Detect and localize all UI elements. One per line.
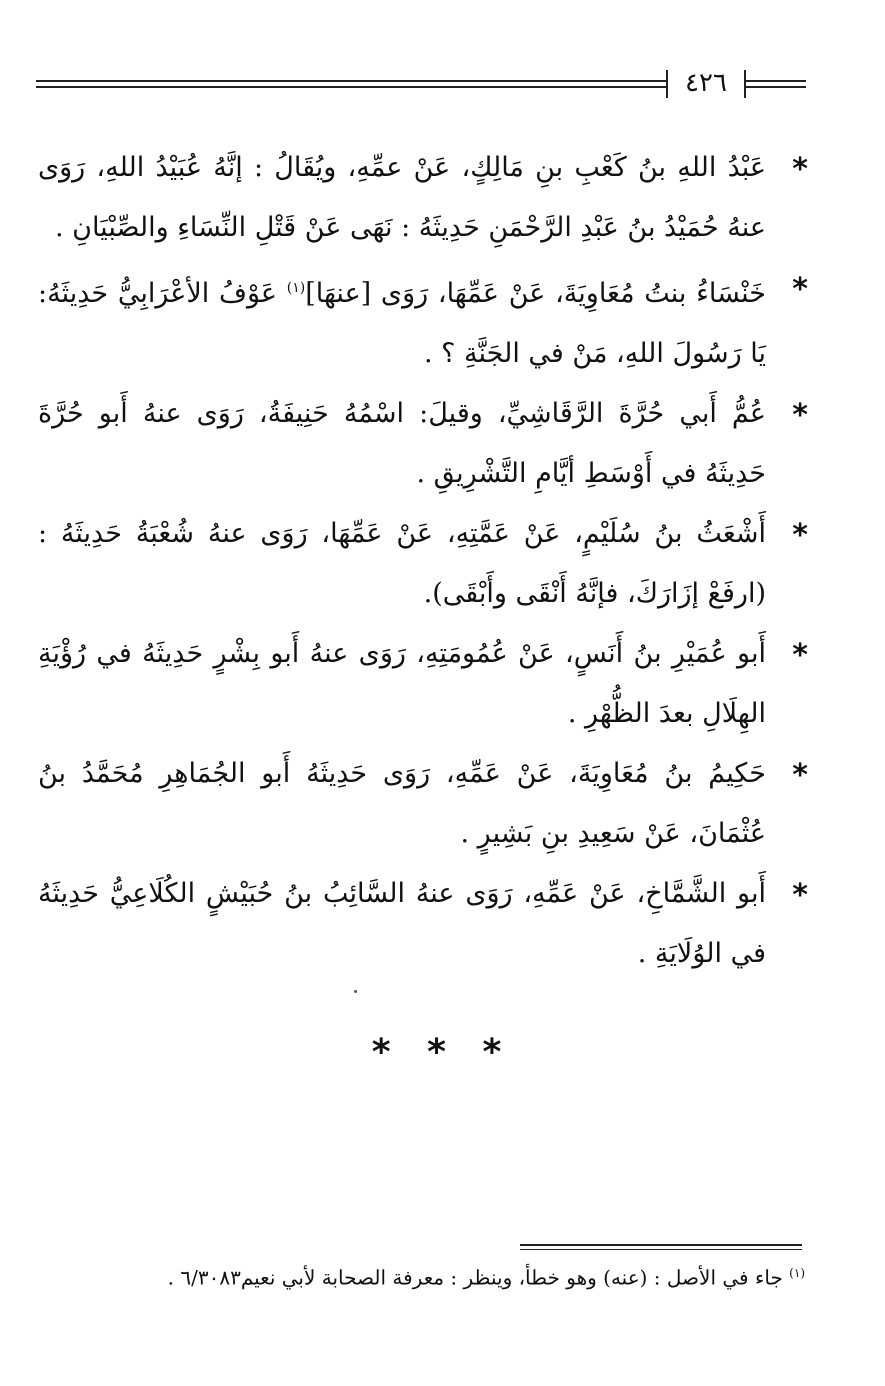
footnote-number: (١) (789, 1266, 805, 1280)
entry-bullet: * (792, 398, 808, 433)
entry-text: حَكِيمُ بنُ مُعَاوِيَةَ، عَنْ عَمِّهِ، رَوَى حَدِيثَهُ أَبو الجُمَاهِرِ مُحَمَّدُ بنُ عُثْمَانَ، عَنْ سَعِيدِ بنِ بَشِيرٍ . (38, 758, 766, 849)
entry-bullet: * (792, 758, 808, 793)
entry-bullet: * (792, 638, 808, 673)
entry-bullet: * (792, 878, 808, 913)
page-header (36, 68, 806, 108)
entry-bullet: * (792, 272, 808, 307)
entry-1 (38, 138, 808, 258)
entry-2 (38, 258, 808, 384)
entry-text: عُمُّ أَبي حُرَّةَ الرَّقَاشِيِّ، وقيلَ: اسْمُهُ حَنِيفَةُ، رَوَى عنهُ أَبو حُرَّةَ حَدِيثَهُ في أَوْسَطِ أيَّامِ التَّشْرِيقِ . (38, 398, 766, 489)
footnote (100, 1258, 805, 1293)
entry-5 (38, 624, 808, 744)
entry-text: عَبْدُ اللهِ بنُ كَعْبِ بنِ مَالِكٍ، عَنْ عمِّهِ، ويُقَالُ : إنَّهُ عُبَيْدُ اللهِ، رَوَى عنهُ حُمَيْدُ بنُ عَبْدِ الرَّحْمَنِ حَدِيثَهُ : نَهَى عَنْ قَتْلِ النِّسَاءِ والصِّبْيَانِ . (38, 152, 766, 243)
header-rule-left (36, 80, 666, 88)
footnote-text: جاء في الأصل : (عنه) وهو خطأ، وينظر : معرفة الصحابة لأبي نعيم٦/٣٠٨٣ . (167, 1265, 790, 1290)
entry-7 (38, 864, 808, 984)
header-separator-left (666, 70, 668, 98)
entry-6 (38, 744, 808, 864)
page-number: ٤٢٦ (685, 68, 727, 98)
section-separator: * * * (371, 1032, 514, 1073)
entry-text: أَبو عُمَيْرِ بنُ أَنَسٍ، عَنْ عُمُومَتِهِ، رَوَى عنهُ أَبو بِشْرٍ حَدِيثَهُ في رُؤْيَةِ الهِلَالِ بعدَ الظُّهْرِ . (38, 638, 766, 729)
entry-bullet: * (792, 518, 808, 553)
entry-bullet: * (792, 152, 808, 187)
entry-text-part-2: عَوْفُ الأعْرَابِيُّ حَدِيثَهُ: يَا رَسُولَ اللهِ، مَنْ في الجَنَّةِ ؟ . (38, 278, 766, 369)
entry-text-part-1: خَنْسَاءُ بنتُ مُعَاوِيَةَ، عَنْ عَمِّهَا، رَوَى [عنهَا] (305, 278, 767, 309)
entry-3 (38, 384, 808, 504)
footnote-rule (520, 1244, 802, 1250)
entries-list (38, 138, 808, 984)
entry-text: أَبو الشَّمَّاخِ، عَنْ عَمِّهِ، رَوَى عنهُ السَّائِبُ بنُ حُبَيْشٍ الكُلَاعِيُّ حَدِيثَهُ في الوُلَايَةِ . (38, 878, 766, 969)
entry-text: أَشْعَثُ بنُ سُلَيْمٍ، عَنْ عَمَّتِهِ، عَنْ عَمِّهَا، رَوَى عنهُ شُعْبَةُ حَدِيثَهُ : (ارفَعْ إزَارَكَ، فإنَّهُ أَنْقَى وأَبْقَى). (38, 518, 766, 609)
stray-dot (354, 990, 357, 993)
entry-4 (38, 504, 808, 624)
header-rule-right (746, 80, 806, 88)
footnote-reference[interactable]: (١) (286, 280, 306, 296)
